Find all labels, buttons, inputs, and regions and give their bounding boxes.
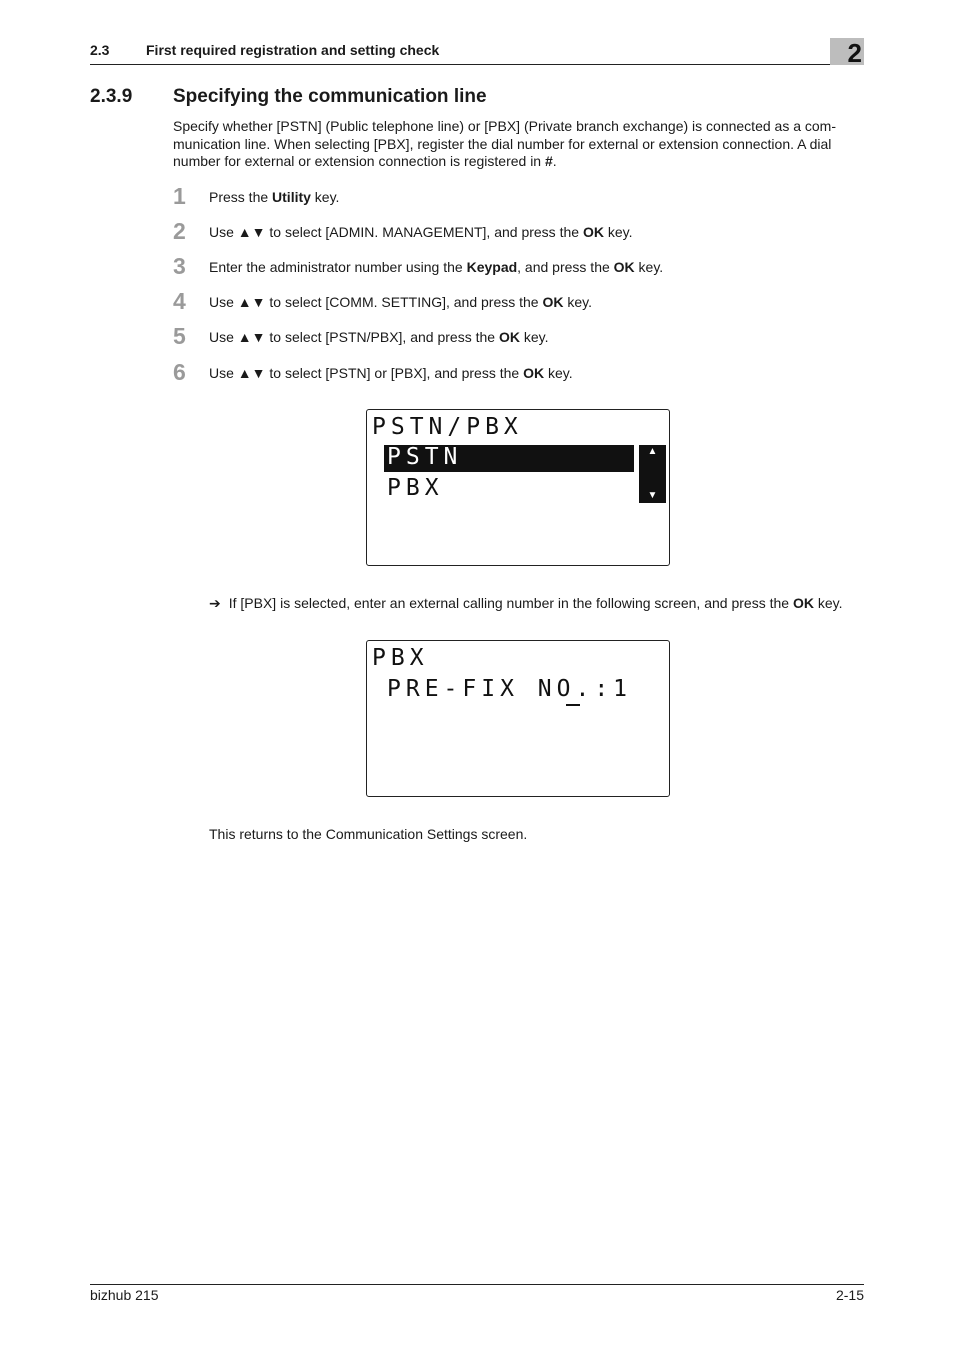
scroll-up-icon: ▲ — [647, 446, 658, 457]
step-text: Use ▲▼ to select [ADMIN. MANAGEMENT], and press the OK key. — [209, 224, 633, 240]
note-pbx: ➔ If [PBX] is selected, enter an external calling number in the following screen, and press the OK key. — [209, 595, 843, 611]
lcd-screen-pbx-prefix — [366, 640, 670, 797]
footer-page-number: 2-15 — [835, 1287, 864, 1303]
step-number: 2 — [173, 218, 186, 244]
header-section-title: First required registration and setting check — [146, 42, 440, 58]
lcd-prefix-field[interactable]: PRE-FIX NO.:1 — [387, 676, 633, 702]
step-number: 3 — [173, 253, 186, 279]
step-text: Use ▲▼ to select [COMM. SETTING], and press the OK key. — [209, 294, 593, 310]
intro-end: . — [552, 153, 557, 169]
footer-divider — [90, 1284, 864, 1285]
step-number: 1 — [173, 183, 186, 209]
lcd-title: PSTN/PBX — [372, 414, 523, 440]
scroll-down-icon: ▼ — [647, 490, 658, 501]
step-number: 5 — [173, 323, 186, 349]
step-number: 4 — [173, 288, 186, 314]
header-section-number: 2.3 — [90, 42, 110, 58]
intro-bold: # — [544, 153, 553, 169]
intro-paragraph — [173, 118, 863, 171]
intro-text: Specify whether [PSTN] (Public telephone line) or [PBX] (Private branch exchange) is connected as a com-munication line. When selecting [PBX], register the dial number for external or extension connection. A dial number for external or extension connection is registered in — [173, 118, 836, 169]
lcd-cursor — [566, 704, 580, 706]
arrow-icon: ➔ — [209, 595, 221, 611]
footer-product: bizhub 215 — [90, 1287, 159, 1303]
step-text: Press the Utility key. — [209, 189, 340, 205]
step-text: Use ▲▼ to select [PSTN] or [PBX], and press the OK key. — [209, 365, 573, 381]
header-divider — [90, 64, 864, 65]
lcd-screen-pstn-pbx — [366, 409, 670, 566]
step-number: 6 — [173, 359, 186, 385]
section-number: 2.3.9 — [90, 86, 133, 107]
lcd-option-pstn: PSTN — [387, 444, 463, 470]
lcd-scrollbar[interactable] — [639, 445, 666, 503]
step-text: Use ▲▼ to select [PSTN/PBX], and press the OK key. — [209, 329, 549, 345]
return-text: This returns to the Communication Settings screen. — [209, 826, 528, 842]
lcd-option-pbx[interactable]: PBX — [387, 475, 444, 501]
chapter-badge: 2 — [830, 38, 864, 65]
lcd-selected-row[interactable] — [384, 445, 634, 472]
lcd-title: PBX — [372, 645, 429, 671]
section-title: Specifying the communication line — [173, 86, 487, 107]
step-text: Enter the administrator number using the Keypad, and press the OK key. — [209, 259, 664, 275]
